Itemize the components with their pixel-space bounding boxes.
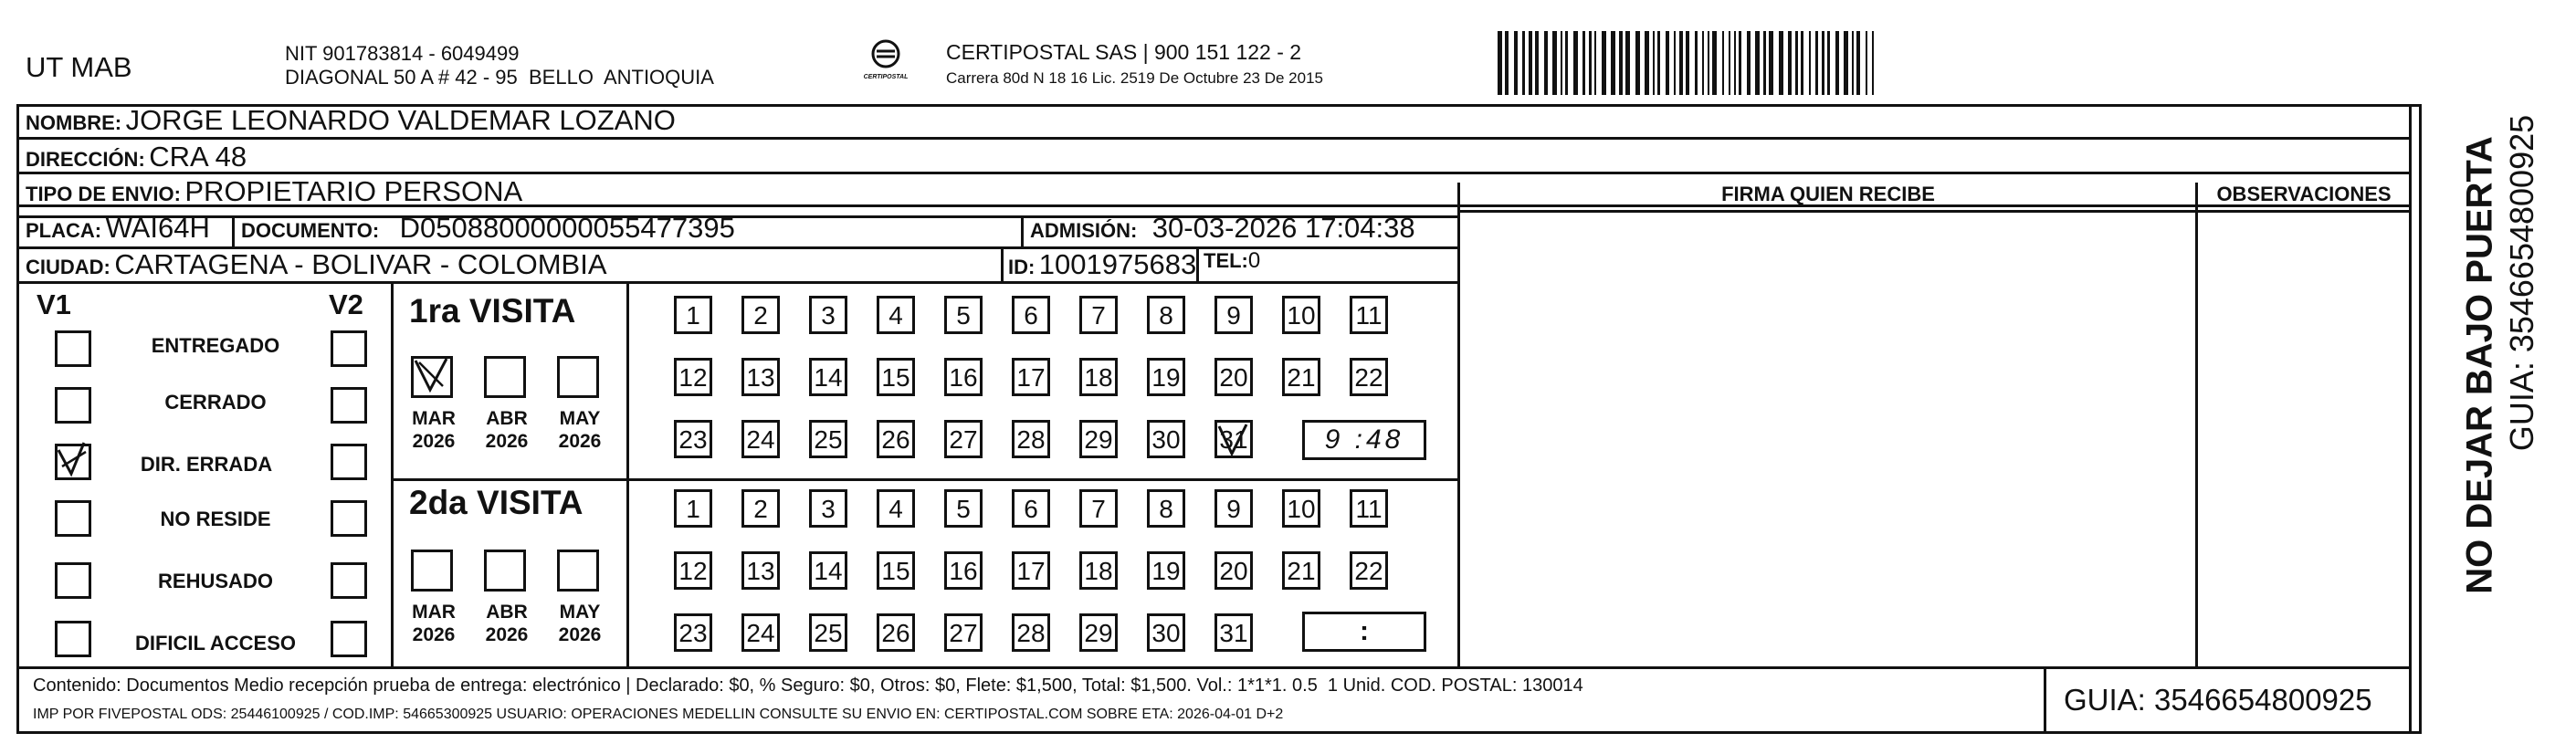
recipient-address-row xyxy=(26,141,247,173)
type-label: TIPO DE ENVIO: xyxy=(26,183,181,205)
barcode-bar xyxy=(1635,31,1640,95)
barcode-bar xyxy=(1852,31,1854,95)
v2-checkbox-entregado[interactable] xyxy=(331,330,367,367)
barcode-bar xyxy=(1708,31,1709,95)
barcode-bar xyxy=(1625,31,1630,95)
carrier-license: Carrera 80d N 18 16 Lic. 2519 De Octubre 23 De 2015 xyxy=(946,69,1323,87)
month-year: 2026 xyxy=(558,431,602,452)
v1-checkbox-rehusado[interactable] xyxy=(55,562,91,599)
reason-dir-errada: DIR. ERRADA xyxy=(140,453,273,476)
second-visit-day-20[interactable]: 20 xyxy=(1214,551,1253,590)
barcode-bar xyxy=(1788,31,1792,95)
first-visit-day-26[interactable]: 26 xyxy=(877,420,915,458)
second-visit-day-6[interactable]: 6 xyxy=(1012,489,1050,528)
barcode-bar xyxy=(1866,31,1867,95)
id-cell xyxy=(1008,248,1196,281)
first-visit-time[interactable]: 9 :48 xyxy=(1302,420,1426,460)
company-name: UT MAB xyxy=(26,51,132,83)
first-visit-day-22[interactable]: 22 xyxy=(1350,358,1388,396)
footer-imp: IMP POR FIVEPOSTAL ODS: 25446100925 / COD.IMP: 54665300925 USUARIO: OPERACIONES MEDELLIN CONSULTE SU ENVIO EN: CERTIPOSTAL.COM SOBRE ETA: 2026-04-01 D+2 xyxy=(33,707,1284,722)
document-label: DOCUMENTO: xyxy=(241,219,380,242)
first-visit-day-11[interactable]: 11 xyxy=(1350,296,1388,334)
observations-header: OBSERVACIONES xyxy=(2216,183,2392,205)
v2-checkbox-no-reside[interactable] xyxy=(331,500,367,537)
first-visit-day-4[interactable]: 4 xyxy=(877,296,915,334)
first-visit-day-9[interactable]: 9 xyxy=(1214,296,1253,334)
first-visit-day-13[interactable]: 13 xyxy=(741,358,780,396)
v2-checkbox-dir-errada[interactable] xyxy=(331,444,367,480)
barcode-bar xyxy=(1815,31,1818,95)
recipient-name: JORGE LEONARDO VALDEMAR LOZANO xyxy=(125,104,676,136)
id-value: 1001975683 xyxy=(1038,248,1197,280)
second-visit-month-abr[interactable] xyxy=(484,550,526,592)
second-visit-day-19[interactable]: 19 xyxy=(1147,551,1185,590)
first-visit-day-29[interactable]: 29 xyxy=(1079,420,1118,458)
barcode-bar xyxy=(1872,31,1874,95)
carrier-name: CERTIPOSTAL SAS | 900 151 122 - 2 xyxy=(946,40,1302,64)
second-visit-day-28[interactable]: 28 xyxy=(1012,613,1050,652)
shipment-type-row xyxy=(26,175,522,208)
checkmark-icon xyxy=(412,353,452,393)
first-visit-day-14[interactable]: 14 xyxy=(809,358,847,396)
barcode-bar xyxy=(1779,31,1783,95)
barcode-bar xyxy=(1856,31,1860,95)
shipment-type: PROPIETARIO PERSONA xyxy=(184,175,523,207)
first-visit-day-24[interactable]: 24 xyxy=(741,420,780,458)
second-visit-day-11[interactable]: 11 xyxy=(1350,489,1388,528)
first-visit-day-28[interactable]: 28 xyxy=(1012,420,1050,458)
second-visit-day-29[interactable]: 29 xyxy=(1079,613,1118,652)
document-value: D05088000000055477395 xyxy=(399,212,735,244)
second-visit-month-may[interactable] xyxy=(557,550,599,592)
first-visit-day-15[interactable]: 15 xyxy=(877,358,915,396)
second-visit-day-18[interactable]: 18 xyxy=(1079,551,1118,590)
second-visit-title: 2da VISITA xyxy=(409,484,584,521)
first-visit-month-may[interactable] xyxy=(557,356,599,398)
side-guia: GUIA: 3546654800925 xyxy=(2503,114,2540,452)
admission-value: 30-03-2026 17:04:38 xyxy=(1151,212,1415,244)
second-visit-day-23[interactable]: 23 xyxy=(674,613,712,652)
barcode-bar xyxy=(1679,31,1683,95)
reason-no-reside: NO RESIDE xyxy=(160,508,271,530)
month-name: MAY xyxy=(559,408,601,429)
v2-checkbox-dificil-acceso[interactable] xyxy=(331,621,367,657)
second-visit-day-9[interactable]: 9 xyxy=(1214,489,1253,528)
barcode-bar xyxy=(1514,31,1518,95)
barcode-bar xyxy=(1505,31,1509,95)
second-visit-day-7[interactable]: 7 xyxy=(1079,489,1118,528)
barcode-bar xyxy=(1529,31,1532,95)
plate-label: PLACA: xyxy=(26,219,102,242)
v1-checkbox-dir-errada[interactable] xyxy=(55,444,91,480)
v1-checkbox-entregado[interactable] xyxy=(55,330,91,367)
first-visit-day-25[interactable]: 25 xyxy=(809,420,847,458)
barcode-bar xyxy=(1561,31,1562,95)
barcode-bar xyxy=(1674,31,1676,95)
first-visit-day-2[interactable]: 2 xyxy=(741,296,780,334)
month-name: MAY xyxy=(559,602,601,623)
logo-text: CERTIPOSTAL xyxy=(863,74,909,80)
v2-label: V2 xyxy=(329,288,363,320)
second-visit-day-26[interactable]: 26 xyxy=(877,613,915,652)
second-visit-day-31[interactable]: 31 xyxy=(1214,613,1253,652)
plate-value: WAI64H xyxy=(105,212,210,244)
barcode-bar xyxy=(1544,31,1548,95)
tel-cell xyxy=(1204,248,1260,274)
first-visit-day-19[interactable]: 19 xyxy=(1147,358,1185,396)
checkmark-icon xyxy=(55,439,91,479)
second-visit-month-mar[interactable] xyxy=(411,550,453,592)
barcode-bar xyxy=(1573,31,1578,95)
plate-cell xyxy=(26,212,210,245)
first-visit-day-1[interactable]: 1 xyxy=(674,296,712,334)
barcode-bar xyxy=(1686,31,1689,95)
barcode-bar xyxy=(1653,31,1655,95)
second-visit-day-5[interactable]: 5 xyxy=(944,489,983,528)
second-visit-day-12[interactable]: 12 xyxy=(674,551,712,590)
first-visit-month-mar[interactable] xyxy=(411,356,453,398)
first-visit-day-27[interactable]: 27 xyxy=(944,420,983,458)
second-visit-time[interactable]: : xyxy=(1302,612,1426,652)
month-year: 2026 xyxy=(485,431,529,452)
v1-checkbox-dificil-acceso[interactable] xyxy=(55,621,91,657)
second-visit-day-4[interactable]: 4 xyxy=(877,489,915,528)
barcode-bar xyxy=(1809,31,1811,95)
month-year: 2026 xyxy=(558,624,602,645)
barcode-bar xyxy=(1552,31,1557,95)
city-value: CARTAGENA - BOLIVAR - COLOMBIA xyxy=(114,248,607,280)
v2-checkbox-cerrado[interactable] xyxy=(331,387,367,424)
barcode-bar xyxy=(1722,31,1724,95)
first-month-label-mar xyxy=(402,407,466,453)
barcode-bar xyxy=(1619,31,1623,95)
second-visit-day-30[interactable]: 30 xyxy=(1147,613,1185,652)
barcode-bar xyxy=(1795,31,1798,95)
barcode-bar xyxy=(1755,31,1760,95)
id-label: ID: xyxy=(1008,256,1036,278)
first-visit-day-20[interactable]: 20 xyxy=(1214,358,1253,396)
first-month-label-may xyxy=(548,407,612,453)
reason-cerrado: CERRADO xyxy=(164,391,267,414)
checkmark-icon xyxy=(1215,421,1252,457)
month-year: 2026 xyxy=(485,624,529,645)
reason-rehusado: REHUSADO xyxy=(158,570,273,592)
first-visit-day-12[interactable]: 12 xyxy=(674,358,712,396)
second-month-label-mar xyxy=(402,601,466,646)
barcode-bar xyxy=(1844,31,1848,95)
month-year: 2026 xyxy=(412,431,456,452)
barcode-bar xyxy=(1611,31,1615,95)
city-label: CIUDAD: xyxy=(26,256,110,278)
second-visit-day-1[interactable]: 1 xyxy=(674,489,712,528)
second-visit-day-15[interactable]: 15 xyxy=(877,551,915,590)
barcode-bar xyxy=(1498,31,1502,95)
recipient-name-row xyxy=(26,104,676,137)
second-visit-day-22[interactable]: 22 xyxy=(1350,551,1388,590)
second-visit-day-3[interactable]: 3 xyxy=(809,489,847,528)
barcode-bar xyxy=(1602,31,1606,95)
second-month-label-abr xyxy=(475,601,539,646)
reason-dificil-acceso: DIFICIL ACCESO xyxy=(134,632,296,655)
first-visit-day-23[interactable]: 23 xyxy=(674,420,712,458)
first-visit-day-6[interactable]: 6 xyxy=(1012,296,1050,334)
barcode-bar xyxy=(1565,31,1568,95)
first-visit-day-7[interactable]: 7 xyxy=(1079,296,1118,334)
first-visit-day-16[interactable]: 16 xyxy=(944,358,983,396)
month-name: ABR xyxy=(486,602,528,623)
second-visit-day-13[interactable]: 13 xyxy=(741,551,780,590)
barcode-bar xyxy=(1712,31,1717,95)
barcode xyxy=(1498,31,2228,95)
barcode-bar xyxy=(1822,31,1824,95)
barcode-bar xyxy=(1747,31,1751,95)
barcode-bar xyxy=(1695,31,1698,95)
second-visit-day-10[interactable]: 10 xyxy=(1282,489,1320,528)
admission-cell xyxy=(1030,212,1415,245)
second-visit-day-24[interactable]: 24 xyxy=(741,613,780,652)
second-visit-day-2[interactable]: 2 xyxy=(741,489,780,528)
first-visit-day-30[interactable]: 30 xyxy=(1147,420,1185,458)
footer-content: Contenido: Documentos Medio recepción prueba de entrega: electrónico | Declarado: $0, % Seguro: $0, Otros: $0, Flete: $1,500, Total: $1,500. Vol.: 1*1*1. 0.5 1 Unid. COD. POSTAL: 130014 xyxy=(33,675,1583,696)
first-visit-day-21[interactable]: 21 xyxy=(1282,358,1320,396)
first-visit-day-18[interactable]: 18 xyxy=(1079,358,1118,396)
month-name: MAR xyxy=(412,602,456,623)
day-number: 31 xyxy=(1219,425,1248,454)
second-visit-day-21[interactable]: 21 xyxy=(1282,551,1320,590)
second-visit-day-17[interactable]: 17 xyxy=(1012,551,1050,590)
month-name: ABR xyxy=(486,408,528,429)
recipient-address: CRA 48 xyxy=(149,141,247,173)
second-visit-day-14[interactable]: 14 xyxy=(809,551,847,590)
second-visit-day-27[interactable]: 27 xyxy=(944,613,983,652)
first-visit-day-10[interactable]: 10 xyxy=(1282,296,1320,334)
v1-checkbox-no-reside[interactable] xyxy=(55,500,91,537)
barcode-bar xyxy=(1522,31,1525,95)
name-label: NOMBRE: xyxy=(26,111,122,134)
first-month-label-abr xyxy=(475,407,539,453)
footer-guia: GUIA: 3546654800925 xyxy=(2064,683,2372,717)
admission-label: ADMISIÓN: xyxy=(1030,219,1138,242)
barcode-bar xyxy=(1734,31,1736,95)
company-address: DIAGONAL 50 A # 42 - 95 BELLO ANTIOQUIA xyxy=(285,66,714,89)
company-nit: NIT 901783814 - 6049499 xyxy=(285,42,520,65)
address-label: DIRECCIÓN: xyxy=(26,148,145,171)
barcode-bar xyxy=(1645,31,1649,95)
second-visit-day-25[interactable]: 25 xyxy=(809,613,847,652)
document-cell xyxy=(241,212,735,245)
barcode-bar xyxy=(1589,31,1592,95)
barcode-bar xyxy=(1827,31,1830,95)
barcode-bar xyxy=(1801,31,1803,95)
barcode-bar xyxy=(1739,31,1741,95)
city-cell xyxy=(26,248,607,281)
month-name: MAR xyxy=(412,408,456,429)
barcode-bar xyxy=(1535,31,1539,95)
side-frame xyxy=(2407,104,2422,734)
barcode-bar xyxy=(1666,31,1669,95)
first-visit-day-17[interactable]: 17 xyxy=(1012,358,1050,396)
barcode-bar xyxy=(1657,31,1660,95)
barcode-bar xyxy=(1763,31,1766,95)
second-visit-day-16[interactable]: 16 xyxy=(944,551,983,590)
barcode-bar xyxy=(1702,31,1704,95)
side-warning: NO DEJAR BAJO PUERTA xyxy=(2459,136,2500,594)
second-visit-day-8[interactable]: 8 xyxy=(1147,489,1185,528)
barcode-bar xyxy=(1582,31,1585,95)
first-visit-day-8[interactable]: 8 xyxy=(1147,296,1185,334)
reason-entregado: ENTREGADO xyxy=(151,334,280,357)
v1-label: V1 xyxy=(37,288,71,320)
first-visit-day-5[interactable]: 5 xyxy=(944,296,983,334)
second-month-label-may xyxy=(548,601,612,646)
first-visit-day-31[interactable] xyxy=(1214,420,1253,458)
month-year: 2026 xyxy=(412,624,456,645)
tel-label: TEL: xyxy=(1204,249,1248,272)
v1-checkbox-cerrado[interactable] xyxy=(55,387,91,424)
first-visit-title: 1ra VISITA xyxy=(409,292,576,330)
first-visit-month-abr[interactable] xyxy=(484,356,526,398)
v2-checkbox-rehusado[interactable] xyxy=(331,562,367,599)
tel-value: 0 xyxy=(1247,248,1261,273)
barcode-bar xyxy=(1729,31,1730,95)
barcode-bar xyxy=(1835,31,1839,95)
first-visit-day-3[interactable]: 3 xyxy=(809,296,847,334)
signature-header: FIRMA QUIEN RECIBE xyxy=(1721,183,1935,205)
barcode-bar xyxy=(1594,31,1596,95)
certipostal-logo xyxy=(854,38,918,93)
barcode-bar xyxy=(1769,31,1773,95)
